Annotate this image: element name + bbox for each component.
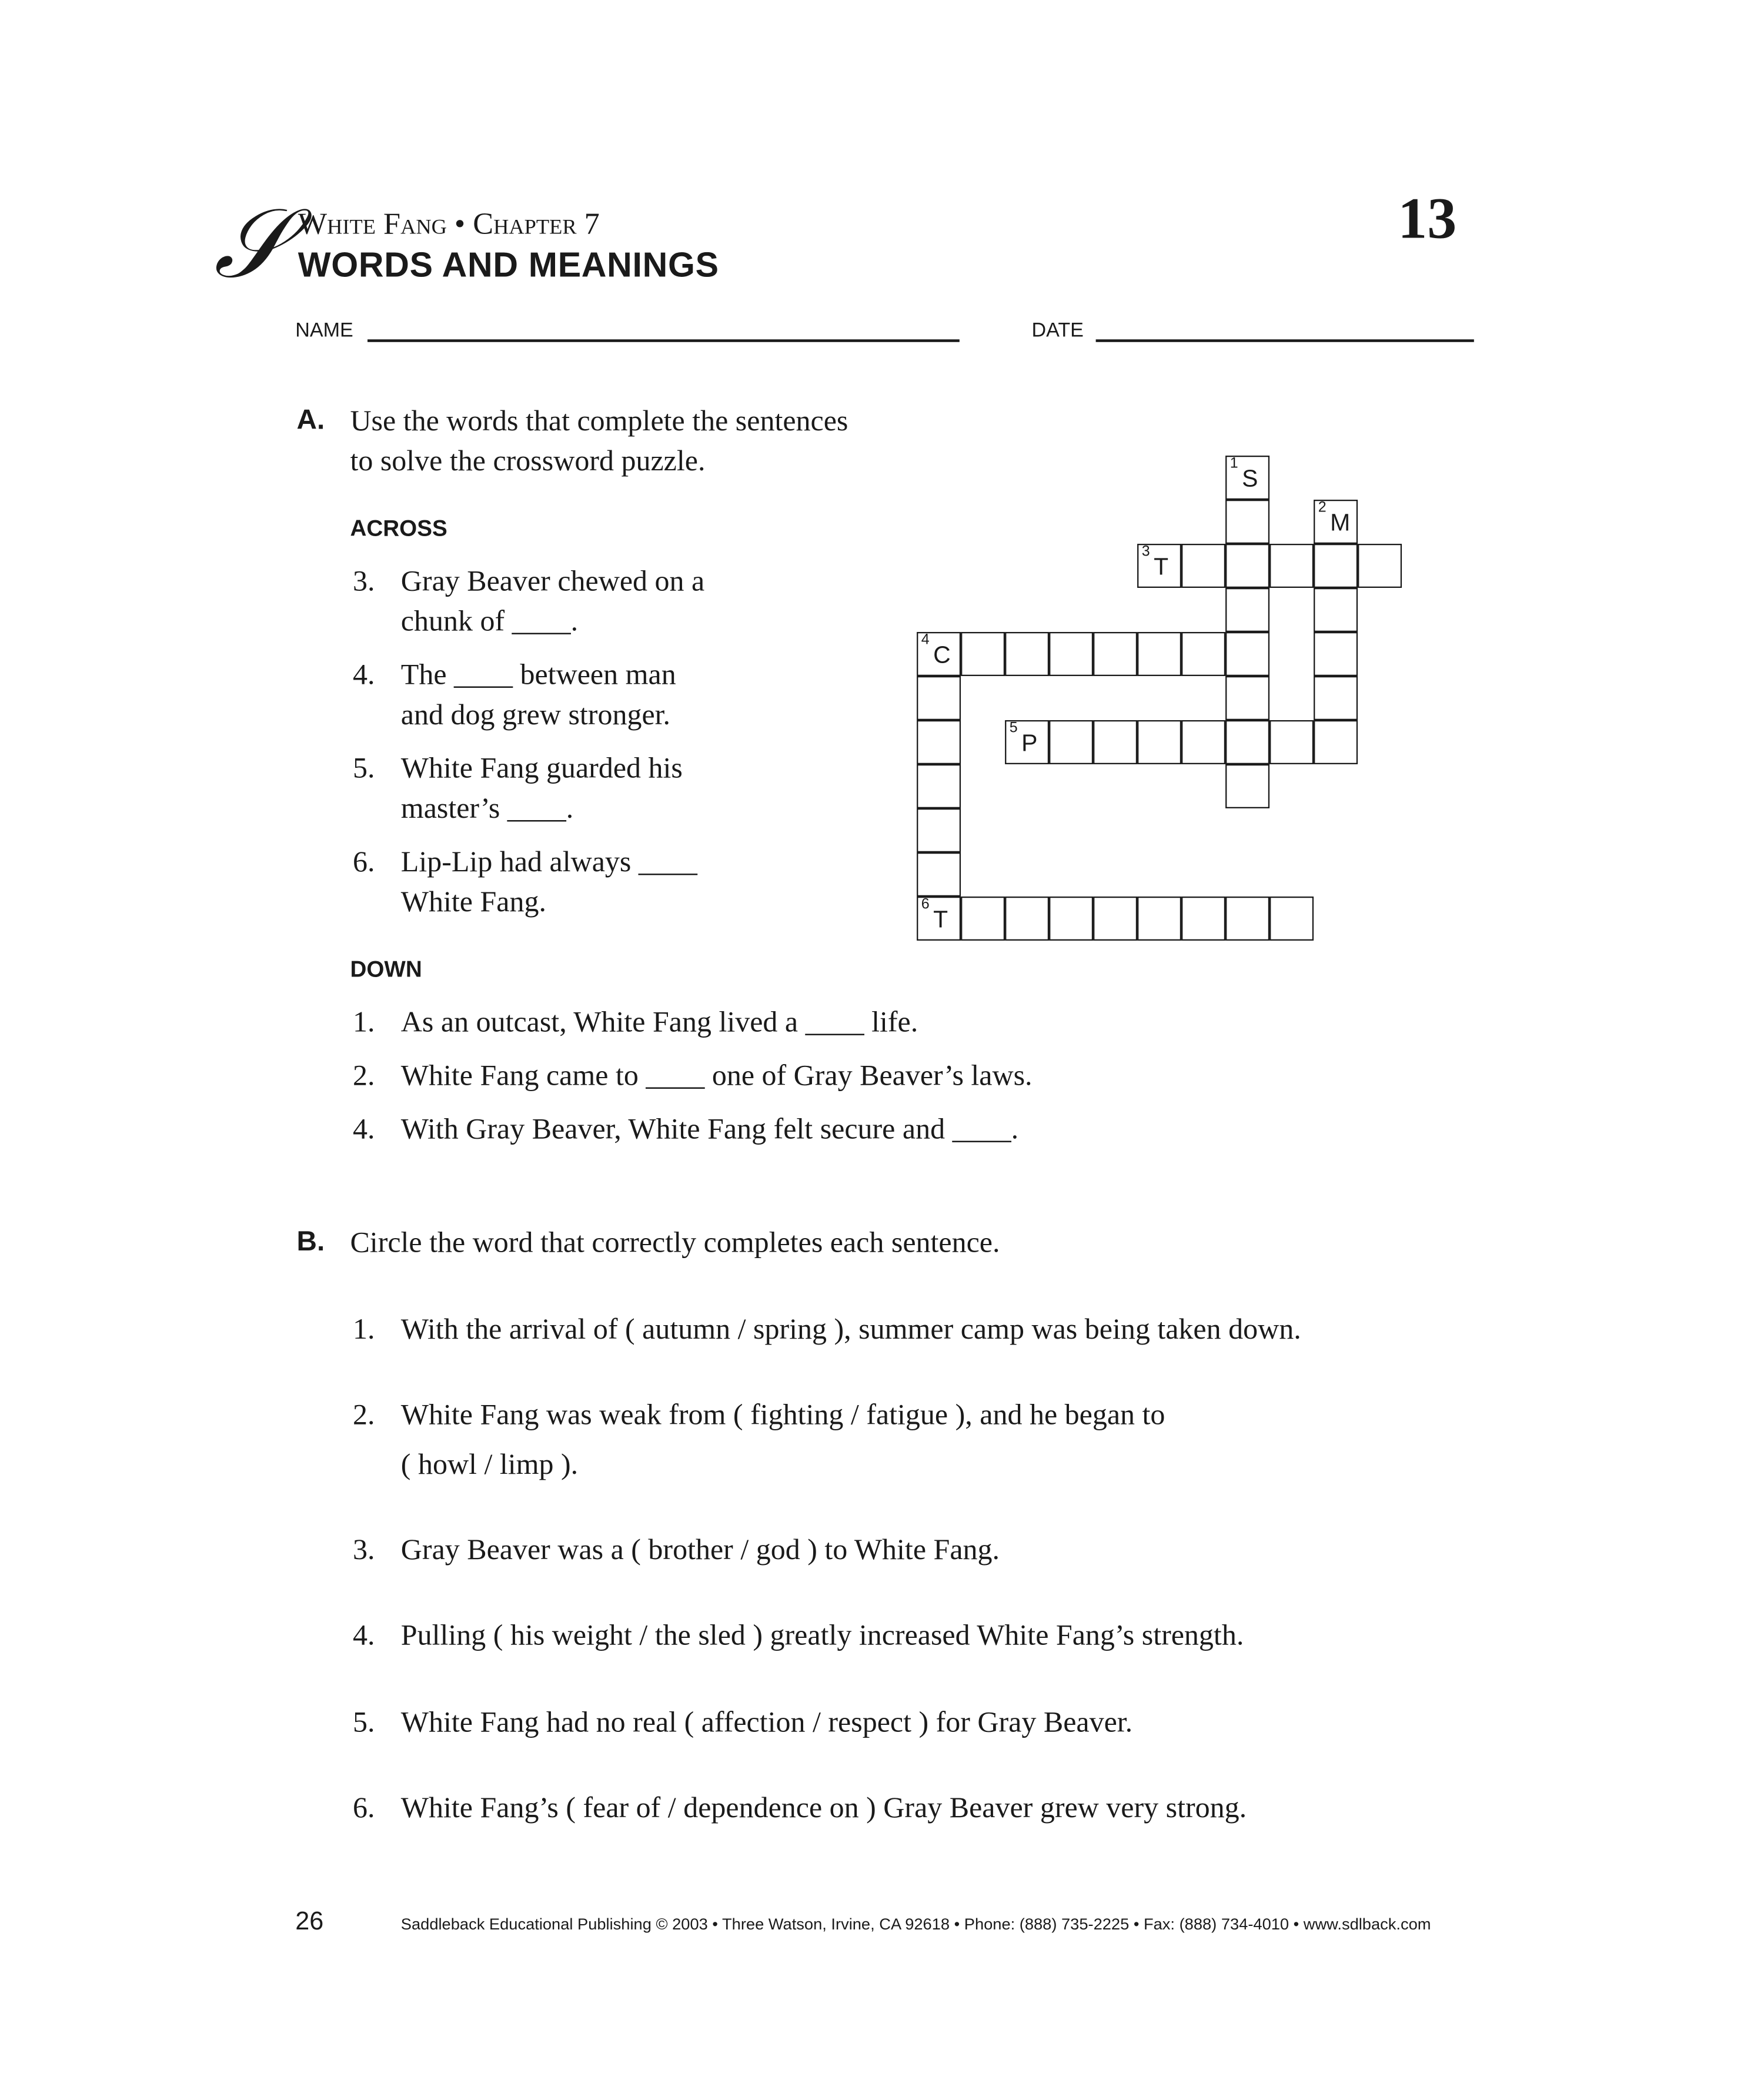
lesson-number: 13: [1398, 185, 1457, 252]
section-a-instruction: [350, 401, 848, 481]
footer-publisher: Saddleback Educational Publishing © 2003 • Three Watson, Irvine, CA 92618 • Phone: (888) 735-2225 • Fax: (888) 734-4010 • www.sdlback.com: [400, 1914, 1431, 1934]
item-text: White Fang’s ( fear of / dependence on ) Gray Beaver grew very strong.: [400, 1790, 1247, 1824]
crossword-cell[interactable]: [1050, 897, 1094, 941]
item-text: Pulling ( his weight / the sled ) greatly increased White Fang’s strength.: [400, 1618, 1244, 1652]
crossword-cell[interactable]: [917, 633, 961, 677]
sentence-item: [353, 1788, 1489, 1837]
item-text: White Fang was weak from ( fighting / fatigue ), and he began to: [400, 1397, 1165, 1432]
crossword-cell[interactable]: [1182, 544, 1226, 588]
crossword-cell[interactable]: [1094, 633, 1138, 677]
down-heading: DOWN: [350, 956, 422, 982]
clue-text: White Fang came to ____ one of Gray Beaver’s laws.: [400, 1058, 1033, 1092]
sentence-item: [353, 1309, 1489, 1359]
crossword-cell[interactable]: [1314, 588, 1358, 633]
item-text: White Fang had no real ( affection / respect ) for Gray Beaver.: [400, 1704, 1133, 1738]
down-clue: [353, 1109, 1288, 1149]
crossword-cell[interactable]: [1050, 721, 1094, 765]
cell-number: 1: [1230, 456, 1238, 473]
crossword-cell[interactable]: [1226, 500, 1270, 544]
clue-text: With Gray Beaver, White Fang felt secure and ____.: [400, 1111, 1019, 1145]
across-clue: [353, 748, 780, 828]
clue-number: 3.: [352, 564, 375, 597]
clue-number: 6.: [352, 844, 375, 878]
sentence-item: [353, 1530, 1489, 1579]
crossword-cell[interactable]: [917, 809, 961, 853]
crossword-cell[interactable]: [917, 677, 961, 721]
cell-number: 5: [1009, 720, 1018, 737]
name-field[interactable]: [368, 339, 960, 342]
sentence-item: [353, 1702, 1489, 1751]
item-number: 2.: [352, 1397, 375, 1432]
cell-letter: M: [1330, 509, 1351, 537]
clue-text: The ____ between man: [400, 657, 676, 691]
clue-number: 4.: [352, 1111, 375, 1145]
series-title: White Fang • Chapter 7: [298, 207, 600, 241]
crossword-cell[interactable]: [1226, 544, 1270, 588]
clue-text: As an outcast, White Fang lived a ____ life.: [400, 1005, 918, 1038]
clue-number: 2.: [352, 1058, 375, 1092]
section-a-letter: A.: [296, 404, 325, 436]
crossword-cell[interactable]: [961, 633, 1005, 677]
crossword-cell[interactable]: [1182, 721, 1226, 765]
crossword-cell[interactable]: [1314, 633, 1358, 677]
crossword-cell[interactable]: [1050, 633, 1094, 677]
crossword-cell[interactable]: [917, 765, 961, 809]
clue-text: Gray Beaver chewed on a: [400, 564, 705, 597]
publisher-logo: 𝒮: [213, 187, 289, 300]
cell-letter: T: [933, 906, 948, 934]
crossword-cell[interactable]: [1314, 500, 1358, 544]
cell-number: 2: [1318, 500, 1327, 517]
date-label: DATE: [1031, 319, 1084, 342]
crossword-cell[interactable]: [1226, 456, 1270, 500]
crossword-cell[interactable]: [1094, 721, 1138, 765]
page-title: WORDS AND MEANINGS: [298, 244, 719, 285]
crossword-cell[interactable]: [1182, 897, 1226, 941]
footer-page-number: 26: [295, 1908, 324, 1937]
crossword-cell[interactable]: [1226, 633, 1270, 677]
across-clue: [353, 655, 780, 735]
crossword-cell[interactable]: [917, 853, 961, 897]
crossword-cell[interactable]: [1005, 721, 1050, 765]
clue-text: Lip-Lip had always ____: [400, 844, 697, 878]
crossword-cell[interactable]: [1138, 544, 1182, 588]
item-number: 3.: [352, 1532, 375, 1566]
section-b-letter: B.: [296, 1226, 325, 1257]
crossword-cell[interactable]: [1226, 897, 1270, 941]
across-clue: [353, 561, 780, 641]
crossword-cell[interactable]: [1314, 677, 1358, 721]
cell-number: 6: [921, 897, 930, 914]
crossword-cell[interactable]: [1226, 721, 1270, 765]
sentence-item: [353, 1616, 1489, 1665]
item-number: 5.: [352, 1704, 375, 1738]
item-text: Gray Beaver was a ( brother / god ) to White Fang.: [400, 1532, 1000, 1566]
crossword-cell[interactable]: [917, 721, 961, 765]
item-number: 6.: [352, 1790, 375, 1824]
crossword-cell[interactable]: [1138, 897, 1182, 941]
cell-letter: T: [1154, 553, 1169, 581]
crossword-cell[interactable]: [961, 897, 1005, 941]
down-clue: [353, 1002, 1288, 1042]
cell-letter: P: [1021, 730, 1038, 757]
crossword-cell[interactable]: [1270, 544, 1314, 588]
clue-number: 1.: [352, 1005, 375, 1038]
instruction-line: Use the words that complete the sentences: [350, 403, 848, 437]
crossword-cell[interactable]: [1094, 897, 1138, 941]
crossword-cell[interactable]: [1270, 721, 1314, 765]
item-number: 4.: [352, 1618, 375, 1652]
item-text: With the arrival of ( autumn / spring ), summer camp was being taken down.: [400, 1312, 1301, 1346]
crossword-cell[interactable]: [1182, 633, 1226, 677]
crossword-cell[interactable]: [1226, 765, 1270, 809]
crossword-cell[interactable]: [1138, 633, 1182, 677]
cell-number: 3: [1141, 544, 1150, 561]
section-b-instruction: Circle the word that correctly completes each sentence.: [350, 1225, 1000, 1259]
clue-text: White Fang guarded his: [400, 751, 683, 785]
item-text: ( howl / limp ).: [400, 1447, 579, 1481]
crossword-cell[interactable]: [1270, 897, 1314, 941]
crossword-cell[interactable]: [1138, 721, 1182, 765]
clue-text: master’s ____.: [400, 791, 574, 825]
crossword-cell[interactable]: [1314, 721, 1358, 765]
crossword-cell[interactable]: [917, 897, 961, 941]
crossword-cell[interactable]: [1358, 544, 1402, 588]
item-number: 1.: [352, 1312, 375, 1346]
sentence-item: [353, 1395, 1489, 1494]
name-label: NAME: [295, 319, 353, 342]
crossword-cell[interactable]: [1005, 633, 1050, 677]
instruction-line: to solve the crossword puzzle.: [350, 443, 706, 477]
cell-number: 4: [921, 632, 930, 649]
clue-number: 4.: [352, 657, 375, 691]
down-clue: [353, 1055, 1288, 1095]
crossword-cell[interactable]: [1226, 677, 1270, 721]
cell-letter: C: [933, 641, 951, 669]
clue-text: and dog grew stronger.: [400, 697, 671, 731]
cell-letter: S: [1242, 465, 1258, 493]
crossword-cell[interactable]: [1226, 588, 1270, 633]
crossword-cell[interactable]: [1314, 544, 1358, 588]
clue-text: White Fang.: [400, 884, 547, 918]
crossword-cell[interactable]: [1005, 897, 1050, 941]
date-field[interactable]: [1096, 339, 1474, 342]
across-heading: ACROSS: [350, 516, 447, 541]
clue-number: 5.: [352, 751, 375, 785]
across-clue: [353, 842, 780, 922]
clue-text: chunk of ____.: [400, 604, 579, 638]
